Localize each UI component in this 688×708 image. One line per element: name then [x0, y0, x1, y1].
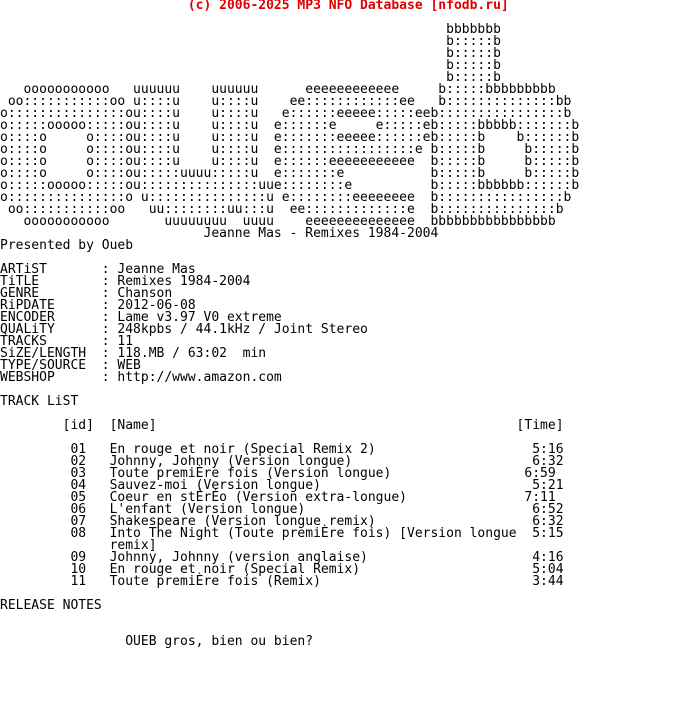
track-row: 11 Toute premiÈre fois (Remix) 3:44	[0, 574, 564, 589]
info-row: RiPDATE : 2012-06-08	[0, 298, 196, 313]
ascii-logo-line: b:::::b	[0, 70, 501, 85]
tracklist-header: [id] [Name] [Time]	[0, 418, 564, 433]
track-row: 05 Coeur en stÉrÉo (Version extra-longue) 7:11	[0, 490, 556, 505]
tracklist-heading: TRACK LiST	[0, 394, 79, 409]
ascii-logo-line: ooooooooooo uuuuuu uuuuuu eeeeeeeeeeee b:::::bbbbbbbbb	[0, 82, 556, 97]
info-row: GENRE : Chanson	[0, 286, 173, 301]
release-notes-text: OUEB gros, bien ou bien?	[0, 634, 314, 649]
track-row: 03 Toute premiÈre fois (Version longue) 6:59	[0, 466, 556, 481]
ascii-logo-line: o:::::ooooo:::::ou::::u u::::u e::::::e e:::::eb:::::bbbbb:::::::b	[0, 118, 580, 133]
ascii-logo-line: b:::::b	[0, 46, 501, 61]
ascii-logo-line: b:::::b	[0, 58, 501, 73]
ascii-logo-line: b:::::b	[0, 34, 501, 49]
track-row: 07 Shakespeare (Version longue remix) 6:32	[0, 514, 564, 529]
spacer-line	[0, 612, 579, 624]
ascii-logo-line: ooooooooooo uuuuuuuu uuuu eeeeeeeeeeeeee bbbbbbbbbbbbbbbb	[0, 214, 556, 229]
release-title: Jeanne Mas - Remixes 1984-2004	[0, 226, 439, 241]
release-notes-heading: RELEASE NOTES	[0, 598, 102, 613]
track-row: 02 Johnny, Johnny (Version longue) 6:32	[0, 454, 564, 469]
ascii-logo-line: o::::o o::::ou::::u u::::u e:::::::eeeee::::::eb:::::b b::::::b	[0, 130, 580, 145]
presented-by: Presented by Oueb	[0, 238, 134, 253]
ascii-logo-line: o::::o o::::ou:::::uuuu:::::u e:::::::e b:::::b b:::::b	[0, 166, 580, 181]
track-row: remix]	[0, 538, 157, 553]
ascii-logo-line: o::::o o::::ou::::u u::::u e::::::eeeeeeeeeee b:::::b b:::::b	[0, 154, 580, 169]
info-row: TYPE/SOURCE : WEB	[0, 358, 141, 373]
info-row: ARTiST : Jeanne Mas	[0, 262, 196, 277]
ascii-logo-line: oo:::::::::::oo uu::::::::uu:::u ee:::::::::::::e b:::::::::::::::b	[0, 202, 564, 217]
ascii-logo-line: o:::::::::::::::o u:::::::::::::::u e::::::::eeeeeeee b::::::::::::::::b	[0, 190, 572, 205]
ascii-logo-line: o:::::ooooo:::::ou:::::::::::::::uue::::::::e b:::::bbbbbb::::::b	[0, 178, 580, 193]
info-row: TRACKS : 11	[0, 334, 134, 349]
info-row: TiTLE : Remixes 1984-2004	[0, 274, 251, 289]
track-row: 04 Sauvez-moi (Version longue) 5:21	[0, 478, 564, 493]
ascii-logo-line: bbbbbbb	[0, 22, 501, 37]
ascii-logo-line: oo:::::::::::oo u::::u u::::u ee::::::::::::ee b::::::::::::::bb	[0, 94, 572, 109]
track-row: 08 Into The Night (Toute premiÈre fois) [Version longue 5:15	[0, 526, 564, 541]
info-row: WEBSHOP : http://www.amazon.com	[0, 370, 282, 385]
info-row: QUALiTY : 248kpbs / 44.1kHz / Joint Stereo	[0, 322, 368, 337]
track-row: 09 Johnny, Johnny (version anglaise) 4:16	[0, 550, 564, 565]
site-header: (c) 2006-2025 MP3 NFO Database [nfodb.ru]	[0, 0, 509, 13]
ascii-logo-line: o:::::::::::::::ou::::u u::::u e::::::eeeee:::::eeb::::::::::::::::b	[0, 106, 572, 121]
info-row: SiZE/LENGTH : 118.MB / 63:02 min	[0, 346, 267, 361]
spacer-line	[0, 384, 579, 396]
track-row: 01 En rouge et noir (Special Remix 2) 5:16	[0, 442, 564, 457]
info-row: ENCODER : Lame v3.97 V0 extreme	[0, 310, 282, 325]
track-row: 06 L'enfant (Version longue) 6:52	[0, 502, 564, 517]
ascii-logo-line: o::::o o::::ou::::u u::::u e:::::::::::::::::e b:::::b b:::::b	[0, 142, 580, 157]
track-row: 10 En rouge et noir (Special Remix) 5:04	[0, 562, 564, 577]
